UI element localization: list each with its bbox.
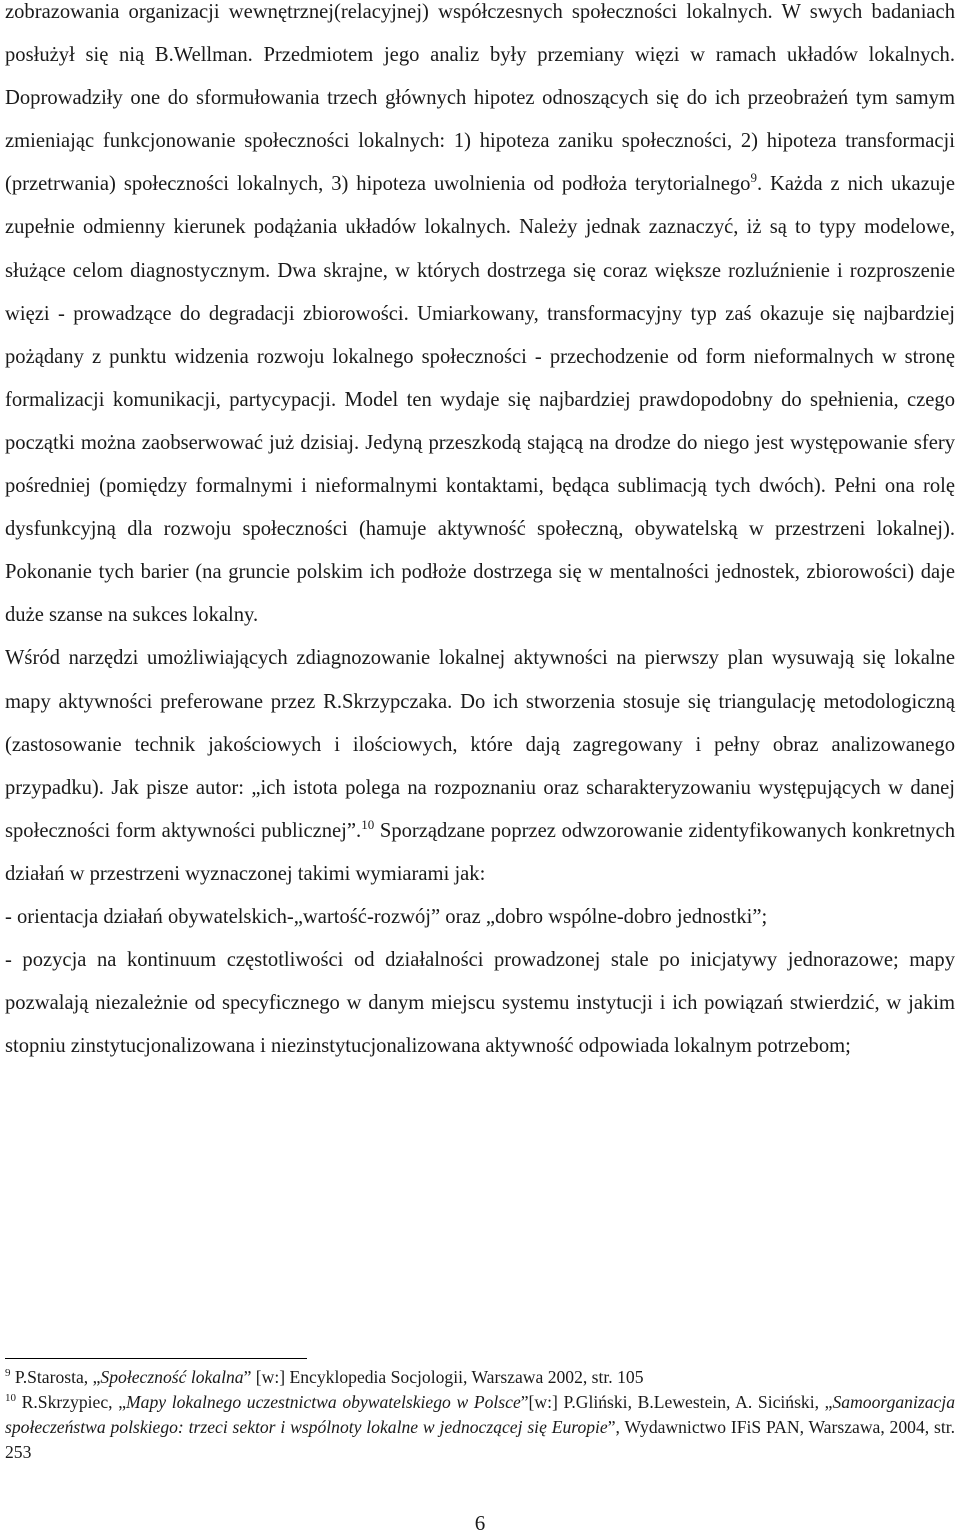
list-item: - orientacja działań obywatelskich-„wartość-rozwój” oraz „dobro wspólne-dobro jednostki”; <box>5 905 768 928</box>
footnote-number: 10 <box>5 1392 16 1405</box>
paragraph <box>5 637 955 896</box>
paragraph-text: Sporządzane poprzez odwzorowanie zidentyfikowanych konkretnych działań w przestrzeni wyznaczonej takimi wymiarami jak: <box>5 819 955 885</box>
footnote-text: P.Starosta, „ <box>10 1367 101 1387</box>
document-page <box>5 0 955 1068</box>
footnote-title: Samoorganizacja społeczeństwa polskiego: trzeci sektor i wspólnoty lokalne w jednoczącej się Europie <box>5 1392 955 1437</box>
footnote-separator <box>5 1358 307 1359</box>
footnote-reference[interactable]: 9 <box>750 170 757 186</box>
footnote-text: ”[w:] P.Gliński, B.Lewestein, A. Siciński, „ <box>520 1392 833 1412</box>
paragraph-text: Wśród narzędzi umożliwiających zdiagnozowanie lokalnej aktywności na pierwszy plan wysuwają się lokalne mapy aktywności preferowane przez R.Skrzypczaka. Do ich stworzenia stosuje się triangulację metodologiczną (zastosowanie technik jakościowych i ilościowych, które dają zagregowany i pełny obraz analizowanego przypadku). Jak pisze autor: „ich istota polega na rozpoznaniu oraz scharakteryzowaniu występujących w danej społeczności form aktywności publicznej”. <box>5 647 955 842</box>
footnote <box>5 1365 955 1390</box>
footnote-text: ” [w:] Encyklopedia Socjologii, Warszawa 2002, str. 105 <box>243 1367 644 1387</box>
footnote <box>5 1390 955 1465</box>
footnote-text: R.Skrzypiec, „ <box>16 1392 127 1412</box>
list-item: - pozycja na kontinuum częstotliwości od działalności prowadzonej stale po inicjatywy jednorazowe; mapy pozwalają niezależnie od specyficznego w danym miejscu systemu instytucji i ich powiązań stwierdzić, w jakim stopniu zinstytucjonalizowana i niezinstytucjonalizowana aktywność odpowiada lokalnym potrzebom; <box>5 949 955 1058</box>
paragraph-text: . Każda z nich ukazuje zupełnie odmienny kierunek podążania układów lokalnych. Należy jednak zaznaczyć, iż są to typy modelowe, służące celom diagnostycznym. Dwa skrajne, w których dostrzega się coraz większe rozluźnienie i rozproszenie więzi - prowadzące do degradacji zbiorowości. Umiarkowany, transformacyjny typ zaś okazuje się najbardziej pożądany z punktu widzenia rozwoju lokalnego społeczności - przechodzenie od form nieformalnych w stronę formalizacji komunikacji, partycypacji. Model ten wydaje się najbardziej prawdopodobny do spełnienia, czego początki można zaobserwować już dzisiaj. Jedyną przeszkodą stającą na drodze do niego jest występowanie sfery pośredniej (pomiędzy formalnymi i nieformalnymi kontaktami, będąca sublimacją tych dwóch). Pełni ona rolę dysfunkcyjną dla rozwoju społeczności (hamuje aktywność społeczną, obywatelską w przestrzeni lokalnej). Pokonanie tych barier (na gruncie polskim ich podłoże dostrzega się w mentalności jednostek, zbiorowości) daje duże szanse na sukces lokalny. <box>5 173 955 627</box>
footnote-title: Mapy lokalnego uczestnictwa obywatelskiego w Polsce <box>126 1392 521 1412</box>
page-number: 6 <box>474 1511 486 1535</box>
body-text <box>5 0 955 1068</box>
footnote-reference[interactable]: 10 <box>361 816 375 832</box>
paragraph <box>5 0 955 637</box>
footnote-title: Społeczność lokalna <box>100 1367 244 1387</box>
footnote-text: ”, Wydawnictwo IFiS PAN, Warszawa, 2004, str. 253 <box>5 1417 955 1462</box>
paragraph-text: zobrazowania organizacji wewnętrznej(relacyjnej) współczesnych społeczności lokalnych. W swych badaniach posłużył się nią B.Wellman. Przedmiotem jego analiz były przemiany więzi w ramach układów lokalnych. Doprowadziły one do sformułowania trzech głównych hipotez odnoszących się do ich przeobrażeń tym samym zmieniając funkcjonowanie społeczności lokalnych: 1) hipoteza zaniku społeczności, 2) hipoteza transformacji (przetrwania) społeczności lokalnych, 3) hipoteza uwolnienia od podłoża terytorialnego <box>5 1 955 196</box>
footnotes <box>5 1365 955 1465</box>
footnote-number: 9 <box>5 1367 11 1380</box>
